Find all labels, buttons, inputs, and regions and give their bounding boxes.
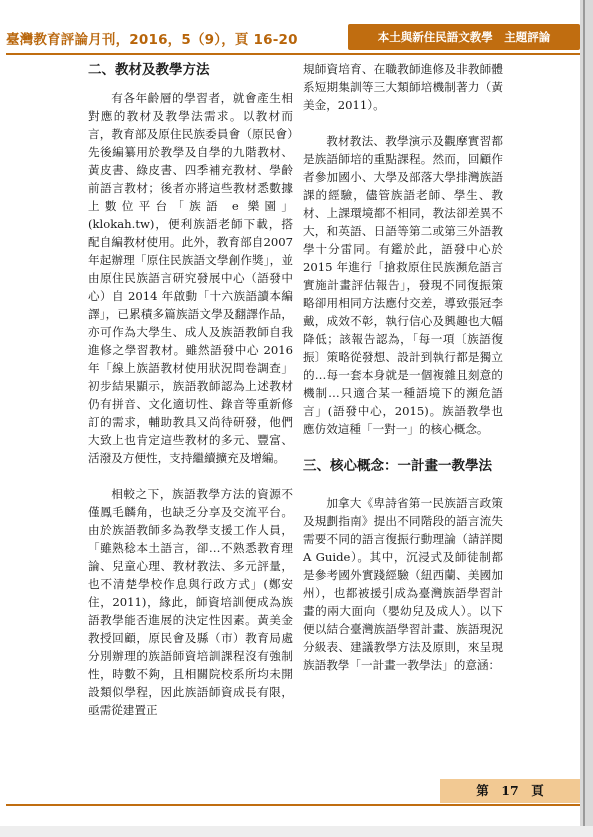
paragraph: 相較之下，族語教學方法的資源不僅鳳毛麟角，也缺乏分享及交流平台。由於族語教師多為教學支援工作人員，「雖熟稔本土語言，卻…不熟悉教育理論、兒童心理、教材教法、多元評量，也不清楚學校作息與行政方式」(鄭安住，2011)，緣此，師資培訓便成為族語教學能否進展的決定性因素。黃美金教授回顧，原民會及縣（市）教育局處分別辦理的族語師資培訓課程沒有強制性，時數不夠，且相關院校系所均未開設類似學程，因此族語師資成長有限，亟需從建置正 xyxy=(88,487,293,717)
running-header xyxy=(6,24,580,52)
journal-citation: 臺灣教育評論月刊，2016，5（9），頁 16-20 xyxy=(6,32,298,48)
left-column xyxy=(88,60,293,719)
page-bottom-shade xyxy=(0,826,593,837)
paragraph: 加拿大《卑詩省第一民族語言政策及規劃指南》提出不同階段的語言流失需要不同的語言復振行動理論（請詳閱 A Guide）。其中，沉浸式及師徒制都是參考國外實踐經驗（紐西蘭、美國加州），也都被援引成為臺灣族語學習計畫的兩大面向（嬰幼兒及成人）。以下便以結合臺灣族語學習計畫、族語現況分級表、建議教學方法及原則，來呈現族語教學「一計畫一教學法」的意涵： xyxy=(303,496,503,672)
paragraph: 規師資培育、在職教師進修及非教師體系短期集訓等三大類師培機制著力（黃美金，2011）。 xyxy=(303,62,503,112)
paragraph: 有各年齡層的學習者，就會產生相對應的教材及教學法需求。以教材而言，教育部及原住民族委員會（原民會）先後編纂用於教學及自學的九階教材、黃皮書、綠皮書、四季補充教材、學齡前語言教材；後者亦將這些教材悉數據上數位平台「族語 e 樂園」(klokah.tw)，便利族語老師下載，搭配自編教材使用。此外，教育部自2007 年起辦理「原住民族語文學創作獎」，並由原住民族語言研究發展中心（語發中心）自 2014 年啟動「十六族語讀本編譯」，已累積多篇族語文學及翻譯作品，亦可作為大學生、成人及族語教師自我進修之學習教材。雖然語發中心 2016 年「線上族語教材使用狀況問卷調查」初步結果顯示，族語教師認為上述教材仍有拼音、文化適切性、錄音等重新修訂的需求，輔助教具又尚待研發，他們大致上也肯定這些教材的多元、豐富、活潑及方便性，支持繼續擴充及增編。 xyxy=(88,91,293,465)
paragraph: 教材教法、教學演示及觀摩實習都是族語師培的重點課程。然而，回顧作者參加國小、大學及部落大學排灣族語課的經驗，儘管族語老師、學生、教材、上課環境都不相同，教法卻差異不大，和英語、日語等第二或第三外語教學十分雷同。有鑑於此，語發中心於 2015 年進行「搶救原住民族瀕危語言實施計畫評估報告」，發現不同復振策略卻用相同方法應付交差，導致張冠李戴，成效不彰，執行信心及興趣也大幅降低；該報告認為，「每一項〔族語復振〕策略從發想、設計到執行都是獨立的…每一套本身就是一個複雜且刻意的機制…只適合某一種語境下的瀕危語言」(語發中心，2015)。族語教學也應仿效這種「一對一」的核心概念。 xyxy=(303,134,503,436)
section-heading-core-concept: 三、核心概念：一計畫一教學法 xyxy=(303,458,492,474)
page-edge xyxy=(580,0,593,837)
page-number: 第 17 頁 xyxy=(440,779,580,803)
footer-rule xyxy=(6,804,580,806)
section-tab: 本土與新住民語文教學 主題評論 xyxy=(348,24,580,50)
right-column xyxy=(303,60,503,674)
section-heading-materials: 二、教材及教學方法 xyxy=(88,62,210,78)
header-rule xyxy=(6,53,580,55)
page-edge-line xyxy=(583,0,585,837)
